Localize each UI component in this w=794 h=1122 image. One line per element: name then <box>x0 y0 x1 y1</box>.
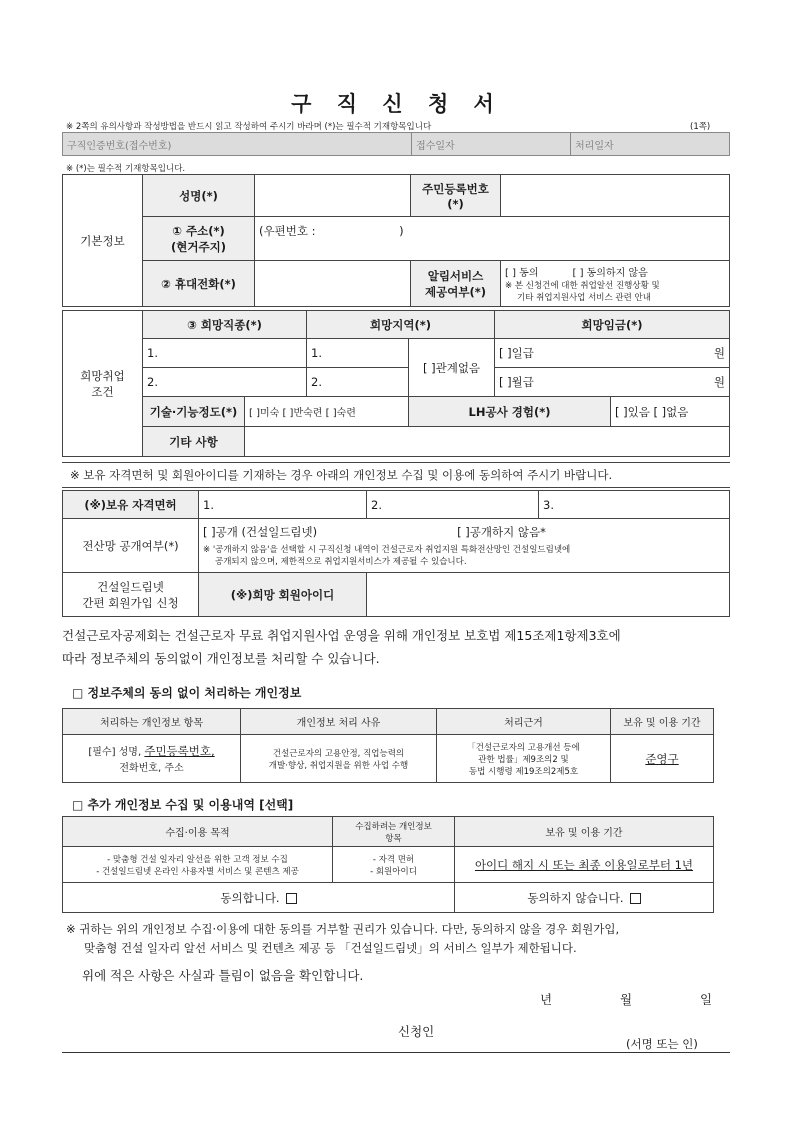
member-id-field[interactable] <box>367 573 730 617</box>
sec1-header-basis: 처리근거 <box>437 709 611 735</box>
daily-won: 원 <box>713 346 725 360</box>
sec2-disagree-checkbox[interactable] <box>630 893 641 904</box>
top-note: ※ 2쪽의 유의사항과 작성방법을 반드시 읽고 작성하여 주시기 바라며 (*)는 필수적 기재항목입니다 <box>66 122 432 132</box>
hope-table <box>62 310 730 457</box>
sec2-agree-label: 동의합니다. <box>220 890 280 905</box>
member-id-label: (※)희망 회원아이디 <box>199 573 367 617</box>
region-item-2[interactable]: 2. <box>307 368 409 397</box>
network-note-line1: ※ '공개하지 않음'을 선택할 시 구직신청 내역이 건설근로자 취업지원 특화전산망인 건설일드림넷에 <box>203 545 571 555</box>
sec2-purpose-line2: - 건설일드림넷 온라인 사용자별 서비스 및 콘텐츠 제공 <box>96 866 299 877</box>
job-item-1[interactable]: 1. <box>143 339 307 368</box>
date-year: 년 <box>540 992 553 1007</box>
sec2-items <box>333 847 455 883</box>
sec1-reason-line1: 건설근로자의 고용안정, 직업능력의 <box>272 748 405 759</box>
etc-field[interactable] <box>245 427 730 457</box>
name-label: 성명(*) <box>143 175 255 217</box>
rights-notice-line1: ※ 귀하는 위의 개인정보 수집·이용에 대한 동의를 거부할 권리가 있습니다. 다만, 동의하지 않을 경우 회원가입, <box>66 922 620 936</box>
region-any-checkbox[interactable]: [ ]관계없음 <box>409 339 495 397</box>
process-date-label: 처리일자 <box>571 133 730 156</box>
hope-section-line2: 조건 <box>91 384 114 399</box>
monthly-wage[interactable] <box>495 368 730 397</box>
sec2-disagree-label: 동의하지 않습니다. <box>527 890 624 905</box>
alert-options <box>501 261 730 307</box>
address-label <box>143 217 255 261</box>
skill-options[interactable]: [ ]미숙 [ ]반숙련 [ ]숙련 <box>245 397 409 427</box>
sec1-basis <box>437 735 611 783</box>
name-field[interactable] <box>255 175 411 217</box>
region-item-1[interactable]: 1. <box>307 339 409 368</box>
daily-wage[interactable] <box>495 339 730 368</box>
form-title: 구 직 신 청 서 <box>291 92 503 116</box>
address-field[interactable] <box>255 217 730 261</box>
license-3[interactable]: 3. <box>539 491 730 519</box>
rights-notice <box>66 920 736 958</box>
sec1-period: 준영구 <box>611 735 714 783</box>
alert-label-line2: 제공여부(*) <box>425 284 486 299</box>
sec2-header-purpose: 수집·이용 목적 <box>63 817 333 847</box>
sec2-header-items-line1: 수집하려는 개인정보 <box>355 821 432 832</box>
sec2-agree-checkbox[interactable] <box>286 893 297 904</box>
alert-note-line1: ※ 본 신청건에 대한 취업알선 진행상황 및 <box>505 281 660 291</box>
consent-note-bar <box>62 462 730 488</box>
sec1-basis-line2: 관한 법률」제9조의2 및 <box>478 754 569 765</box>
sign-label: (서명 또는 인) <box>626 1037 698 1051</box>
sec2-disagree[interactable] <box>455 883 714 913</box>
sec2-header-items-line2: 항목 <box>385 833 402 844</box>
section1-table <box>62 708 714 783</box>
alert-note-line2: 기타 취업지원사업 서비스 관련 안내 <box>517 293 651 303</box>
member-label-line2: 간편 회원가입 신청 <box>82 595 179 610</box>
sec1-basis-line1: 「건설근로자의 고용개선 등에 <box>467 742 580 753</box>
postal-close: ) <box>399 224 404 238</box>
section2-table <box>62 816 714 913</box>
consent-note: ※ 보유 자격면허 및 회원아이디를 기재하는 경우 아래의 개인정보 수집 및 이용에 동의하여 주시기 바랍니다. <box>70 468 613 482</box>
sec1-items <box>63 735 241 783</box>
sec2-item-line2: - 회원아이디 <box>370 866 417 877</box>
sec2-agree[interactable] <box>63 883 455 913</box>
sec2-header-items <box>333 817 455 847</box>
hope-section-label <box>63 311 143 457</box>
rrn-label: 주민등록번호(*) <box>411 175 501 217</box>
applicant-label: 신청인 <box>398 1024 435 1039</box>
etc-label: 기타 사항 <box>143 427 245 457</box>
alert-label-line1: 알림서비스 <box>427 268 484 283</box>
confirm-statement: 위에 적은 사항은 사실과 틀림이 없음을 확인합니다. <box>82 968 364 983</box>
daily-wage-label: [ ]일급 <box>499 346 534 360</box>
monthly-won: 원 <box>713 375 725 389</box>
network-closed-checkbox[interactable]: [ ]공개하지 않음* <box>457 525 546 539</box>
license-2[interactable]: 2. <box>367 491 539 519</box>
network-label: 전산망 공개여부(*) <box>63 519 199 573</box>
job-label: ③ 희망직종(*) <box>143 311 307 339</box>
sec2-purpose-line1: - 맞춤형 건설 일자리 알선을 위한 고객 정보 수집 <box>107 854 288 865</box>
license-table <box>62 490 730 617</box>
sec1-header-items: 처리하는 개인정보 항목 <box>63 709 241 735</box>
sec2-item-line1: - 자격 면허 <box>372 854 415 865</box>
basic-info-table <box>62 174 730 307</box>
page-label: (1쪽) <box>690 122 711 132</box>
sec1-header-reason: 개인정보 처리 사유 <box>241 709 437 735</box>
network-open-checkbox[interactable]: [ ]공개 (건설일드림넷) <box>203 525 318 539</box>
rights-notice-line2: 맞춤형 건설 일자리 알선 서비스 및 컨텐츠 제공 등 「건설일드림넷」의 서비스 일부가 제한됩니다. <box>84 941 577 955</box>
bottom-rule <box>62 1052 730 1053</box>
wage-label: 희망임금(*) <box>495 311 730 339</box>
region-label: 희망지역(*) <box>307 311 495 339</box>
postal-label: (우편번호 : <box>259 224 316 238</box>
sec1-header-period: 보유 및 이용 기간 <box>611 709 714 735</box>
lh-label: LH공사 경험(*) <box>409 397 611 427</box>
sec1-reason <box>241 735 437 783</box>
license-1[interactable]: 1. <box>199 491 367 519</box>
network-options <box>199 519 730 573</box>
alert-disagree-checkbox[interactable]: [ ] 동의하지 않음 <box>572 268 648 279</box>
sec1-items-rest: 전화번호, 주소 <box>119 763 184 774</box>
alert-agree-checkbox[interactable]: [ ] 동의 <box>505 268 539 279</box>
sec1-reason-line2: 개발·향상, 취업지원을 위한 사업 수행 <box>268 760 409 771</box>
legal-paragraph <box>62 624 742 670</box>
rrn-field[interactable] <box>501 175 730 217</box>
phone-field[interactable] <box>255 261 411 307</box>
sec1-basis-line3: 동법 시행령 제19조의2제5호 <box>468 766 579 777</box>
legal-paragraph-line2: 따라 정보주체의 동의없이 개인정보를 처리할 수 있습니다. <box>62 651 380 666</box>
section2-heading: □ 추가 개인정보 수집 및 이용내역 [선택] <box>72 798 294 812</box>
skill-label: 기술·기능정도(*) <box>143 397 245 427</box>
date-day: 일 <box>700 992 713 1007</box>
sec2-purpose <box>63 847 333 883</box>
lh-options[interactable]: [ ]있음 [ ]없음 <box>611 397 730 427</box>
address-label-line1: ① 주소(*) <box>172 223 225 238</box>
header-table <box>62 132 730 156</box>
receipt-date-label: 접수일자 <box>412 133 571 156</box>
cert-no-label: 구직인증번호(접수번호) <box>63 133 412 156</box>
member-label <box>63 573 199 617</box>
legal-paragraph-line1: 건설근로자공제회는 건설근로자 무료 취업지원사업 운영을 위해 개인정보 보호법 제15조제1항제3호에 <box>62 628 621 643</box>
date-month: 월 <box>620 992 633 1007</box>
hope-section-line1: 희망취업 <box>80 368 125 383</box>
alert-label <box>411 261 501 307</box>
basic-section-label: 기본정보 <box>63 175 143 307</box>
sec2-header-period: 보유 및 이용 기간 <box>455 817 714 847</box>
phone-label: ② 휴대전화(*) <box>143 261 255 307</box>
sec2-period: 아이디 해지 시 또는 최종 이용일로부터 1년 <box>455 847 714 883</box>
sec1-items-required: [필수] 성명, <box>88 747 142 758</box>
sec1-items-rrn: 주민등록번호, <box>144 744 215 758</box>
address-label-line2: (현거주지) <box>171 239 226 254</box>
network-note-line2: 공개되지 않으며, 제한적으로 취업지원서비스가 제공될 수 있습니다. <box>215 557 467 567</box>
required-note: ※ (*)는 필수적 기재항목입니다. <box>66 164 186 174</box>
monthly-wage-label: [ ]월급 <box>499 375 534 389</box>
section1-heading: □ 정보주체의 동의 없이 처리하는 개인정보 <box>72 686 302 700</box>
job-item-2[interactable]: 2. <box>143 368 307 397</box>
license-label: (※)보유 자격면허 <box>63 491 199 519</box>
member-label-line1: 건설일드림넷 <box>97 579 164 594</box>
